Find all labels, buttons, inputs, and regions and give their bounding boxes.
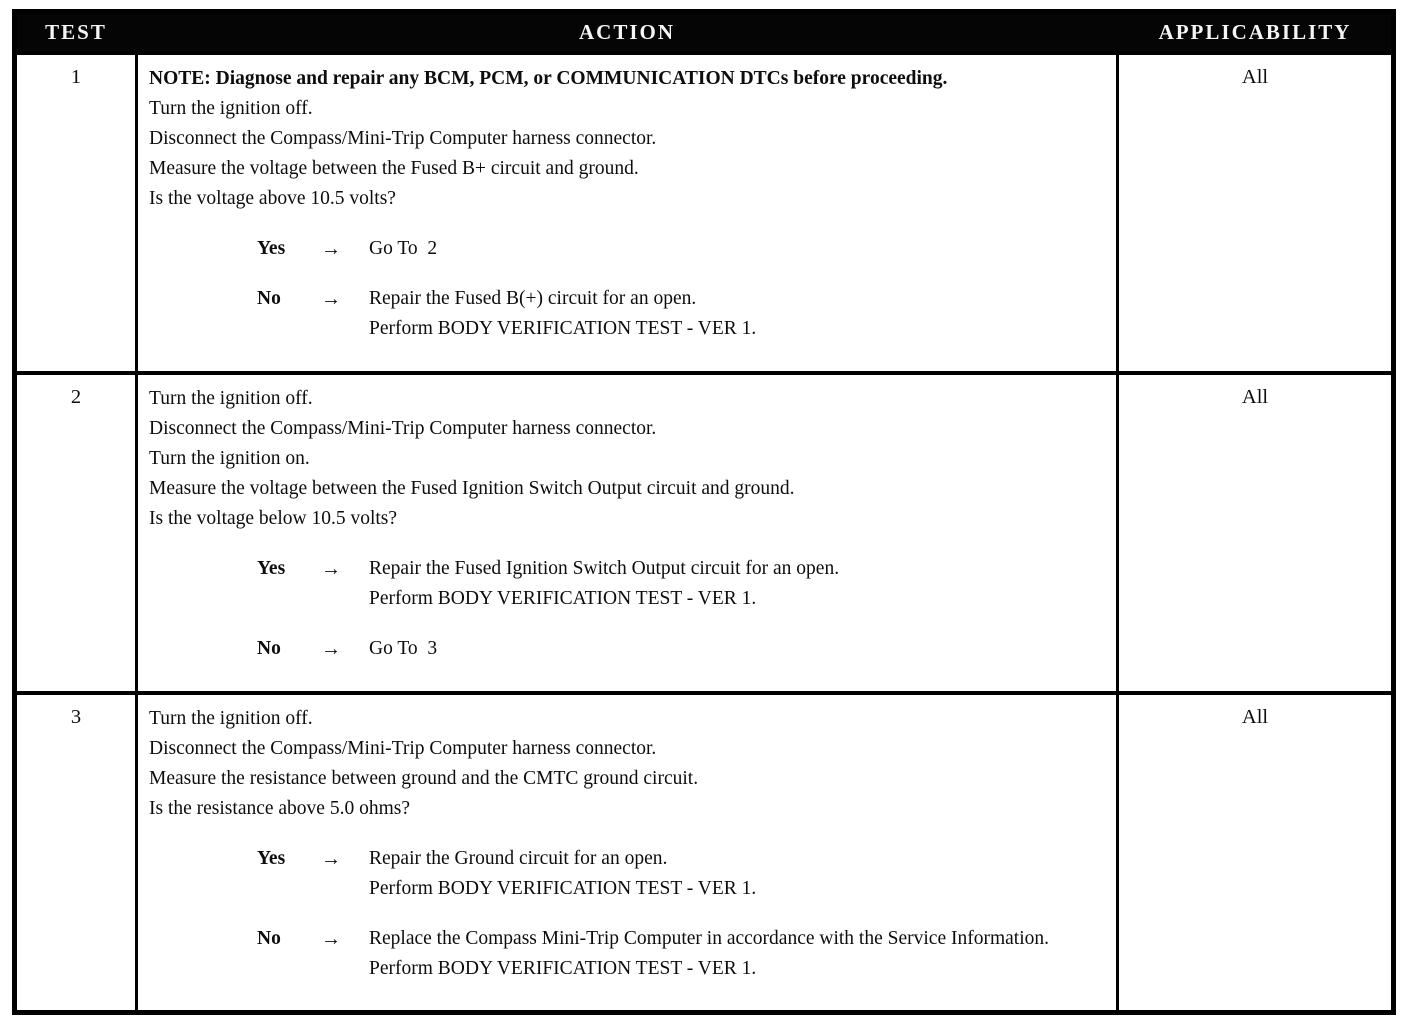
branch-no xyxy=(257,924,1102,984)
test-number: 2 xyxy=(70,386,82,408)
branch-result xyxy=(369,554,1102,614)
branch-line: Repair the Fused Ignition Switch Output circuit for an open. xyxy=(369,558,840,579)
test-number: 1 xyxy=(70,66,82,88)
table-row-test-2 xyxy=(17,371,1391,691)
arrow-icon: → xyxy=(321,638,341,660)
applicability-value: All xyxy=(1241,66,1269,88)
branch-answer: No xyxy=(257,638,281,659)
branch-result xyxy=(369,634,1102,664)
table-row-test-1 xyxy=(17,51,1391,371)
arrow-icon: → xyxy=(321,927,341,950)
action-cell xyxy=(135,55,1119,371)
arrow-icon: → xyxy=(321,288,341,310)
branch-line: Perform BODY VERIFICATION TEST - VER 1. xyxy=(369,877,757,899)
branch-answer: No xyxy=(257,288,281,309)
step-text: Measure the resistance between ground and the CMTC ground circuit. xyxy=(149,767,699,789)
applicability-value: All xyxy=(1241,705,1269,728)
diagnostic-table xyxy=(12,9,1396,1015)
step-text: Is the resistance above 5.0 ohms? xyxy=(149,797,411,819)
table-header-row xyxy=(17,14,1391,51)
branch-answer: No xyxy=(257,927,281,949)
branch-no xyxy=(257,634,1102,664)
step-text: Disconnect the Compass/Mini-Trip Computer harness connector. xyxy=(149,737,657,759)
branch-answer: Yes xyxy=(257,238,286,259)
arrow-icon: → xyxy=(321,238,341,260)
header-test: TEST xyxy=(45,20,107,44)
table-row-test-3 xyxy=(17,691,1391,1011)
step-text: Disconnect the Compass/Mini-Trip Computer harness connector. xyxy=(149,418,657,439)
step-text: Measure the voltage between the Fused Ignition Switch Output circuit and ground. xyxy=(149,478,795,499)
step-text: Is the voltage above 10.5 volts? xyxy=(149,188,396,209)
branch-answer: Yes xyxy=(257,847,286,869)
branch-yes xyxy=(257,844,1102,904)
branch-line: Replace the Compass Mini-Trip Computer in accordance with the Service Information. xyxy=(369,927,1049,949)
step-text: Measure the voltage between the Fused B+ circuit and ground. xyxy=(149,158,639,179)
branch-line: Go To 2 xyxy=(369,238,438,259)
applicability-value: All xyxy=(1241,386,1269,408)
branch-result xyxy=(369,284,1102,344)
header-action: ACTION xyxy=(578,20,675,44)
step-text: Turn the ignition off. xyxy=(149,707,313,729)
branch-line: Perform BODY VERIFICATION TEST - VER 1. xyxy=(369,588,757,609)
step-text: Is the voltage below 10.5 volts? xyxy=(149,508,398,529)
branch-yes xyxy=(257,554,1102,614)
branch-yes xyxy=(257,234,1102,264)
branch-line: Repair the Fused B(+) circuit for an open. xyxy=(369,288,697,309)
branch-line: Go To 3 xyxy=(369,638,438,659)
arrow-icon: → xyxy=(321,847,341,870)
branch-result xyxy=(369,924,1102,984)
header-applicability: APPLICABILITY xyxy=(1158,20,1352,44)
action-cell xyxy=(135,695,1119,1011)
step-text: Disconnect the Compass/Mini-Trip Computer harness connector. xyxy=(149,128,657,149)
branch-line: Perform BODY VERIFICATION TEST - VER 1. xyxy=(369,318,757,339)
arrow-icon: → xyxy=(321,558,341,580)
branch-result xyxy=(369,844,1102,904)
branch-no xyxy=(257,284,1102,344)
branch-result xyxy=(369,234,1102,264)
step-text: Turn the ignition off. xyxy=(149,388,313,409)
note-text: NOTE: Diagnose and repair any BCM, PCM, or COMMUNICATION DTCs before proceeding. xyxy=(149,68,948,89)
branch-line: Repair the Ground circuit for an open. xyxy=(369,847,668,869)
action-cell xyxy=(135,375,1119,691)
test-number: 3 xyxy=(70,705,82,728)
branch-answer: Yes xyxy=(257,558,286,579)
step-text: Turn the ignition off. xyxy=(149,98,313,119)
step-text: Turn the ignition on. xyxy=(149,448,310,469)
branch-line: Perform BODY VERIFICATION TEST - VER 1. xyxy=(369,957,757,979)
